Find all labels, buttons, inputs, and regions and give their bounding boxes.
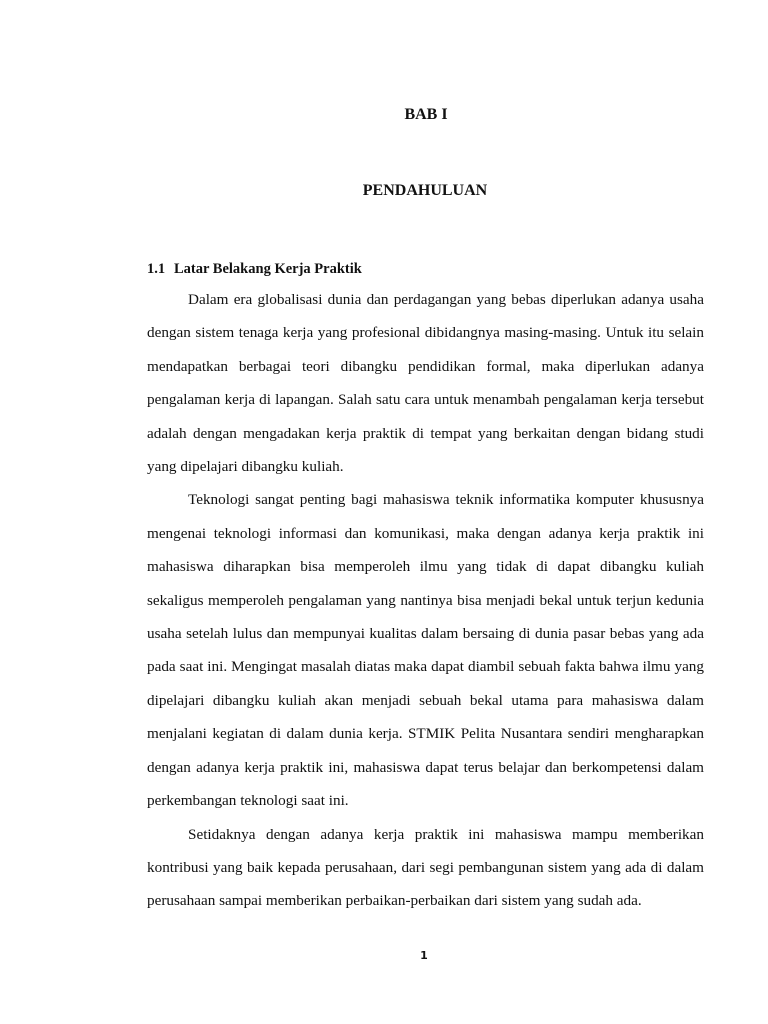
section-heading — [147, 259, 362, 279]
chapter-title: PENDAHULUAN — [362, 182, 488, 199]
paragraph: Teknologi sangat penting bagi mahasiswa teknik informatika komputer khususnya mengenai teknologi informasi dan komunikasi, maka dengan adanya kerja praktik ini mahasiswa diharapkan bisa memperoleh ilmu yang tidak di dapat dibangku kuliah sekaligus memperoleh pengalaman yang nantinya bisa menjadi bekal untuk terjun kedunia usaha setelah lulus dan mempunyai kualitas dalam bersaing di dunia pasar bebas yang ada pada saat ini. Mengingat masalah diatas maka dapat diambil sebuah fakta bahwa ilmu yang dipelajari dibangku kuliah akan menjadi sebuah bekal utama para mahasiswa dalam menjalani kegiatan di dalam dunia kerja. STMIK Pelita Nusantara sendiri mengharapkan dengan adanya kerja praktik ini, mahasiswa dapat terus belajar dan berkompetensi dalam perkembangan teknologi saat ini. — [147, 491, 704, 810]
paragraph: Dalam era globalisasi dunia dan perdagangan yang bebas diperlukan adanya usaha dengan sistem tenaga kerja yang profesional dibidangnya masing-masing. Untuk itu selain mendapatkan berbagai teori dibangku pendidikan formal, maka diperlukan adanya pengalaman kerja di lapangan. Salah satu cara untuk menambah pengalaman kerja tersebut adalah dengan mengadakan kerja praktik di tempat yang berkaitan dengan bidang studi yang dipelajari dibangku kuliah. — [147, 291, 704, 476]
section-number: 1.1 — [147, 261, 166, 277]
paragraph: Setidaknya dengan adanya kerja praktik ini mahasiswa mampu memberikan kontribusi yang baik kepada perusahaan, dari segi pembangunan sistem yang ada di dalam perusahaan sampai memberikan perbaikan-perbaikan dari sistem yang sudah ada. — [147, 825, 704, 910]
page-number: 1 — [420, 949, 428, 962]
chapter-number: BAB I — [404, 106, 448, 123]
body-text — [147, 283, 704, 918]
section-title: Latar Belakang Kerja Praktik — [174, 261, 362, 277]
